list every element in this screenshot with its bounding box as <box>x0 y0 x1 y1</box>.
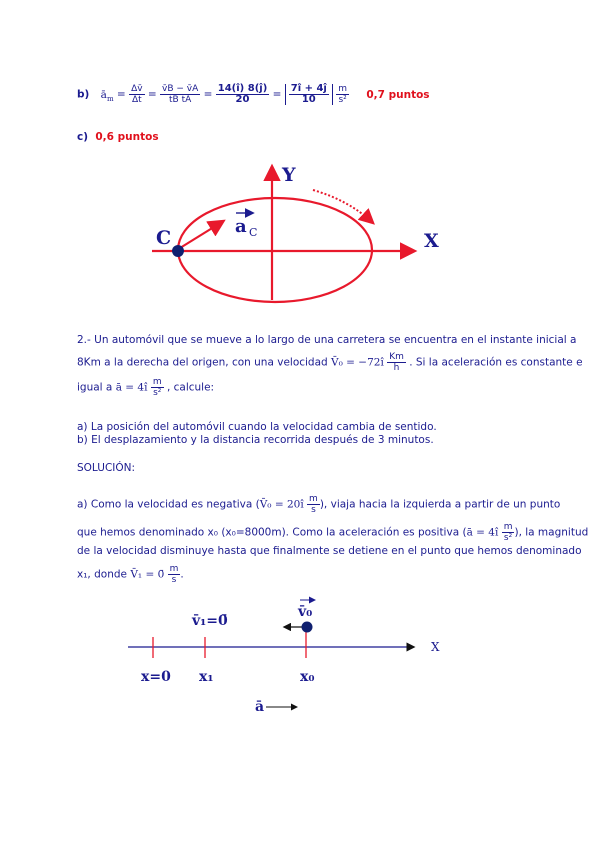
solution-p2 <box>77 522 588 543</box>
p2-ms2-den: s² <box>153 388 162 398</box>
point-c-dot <box>172 245 184 257</box>
part-b-points: 0,7 puntos <box>366 88 430 101</box>
v0-label: v̄₀ <box>298 604 313 620</box>
sol-p4-num: m <box>169 564 179 574</box>
sol-v0-eq: V̄₀ = 20î <box>259 498 304 511</box>
lhs-symbol: ā <box>100 88 107 101</box>
problem2-item-b: b) El desplazamiento y la distancia recorrida después de 3 minutos. <box>77 434 434 446</box>
part-c-label: c) <box>77 131 89 143</box>
x-zero-label: x=0 <box>141 669 171 685</box>
problem2-line3 <box>77 377 214 398</box>
sol-v1-eq: V̄₁ = 0̄ <box>130 568 165 581</box>
v1-label: v̄₁=0̄ <box>192 613 228 629</box>
accel-label: a <box>235 216 247 237</box>
x0-label: x₀ <box>300 669 315 685</box>
p2-ms2-unit <box>151 377 164 398</box>
p2-line2-post: . Si la aceleración es constante e <box>409 356 583 369</box>
sol-p1-pre: a) Como la velocidad es negativa ( <box>77 498 260 511</box>
sol-p2-pre: que hemos denominado x₀ (x₀=8000m). Como la aceleración es positiva ( <box>77 526 467 539</box>
solution-p1 <box>77 494 560 515</box>
p2-line2-pre: 8Km a la derecha del origen, con una velocidad <box>77 356 332 369</box>
line-x-axis-label: X <box>431 640 440 654</box>
sol-ms2-num: m <box>503 522 513 532</box>
p2-ms2-num: m <box>152 377 162 387</box>
frac2-den: tB tA <box>169 95 192 105</box>
sol-ms-unit <box>307 494 320 515</box>
p2-kmh-den: h <box>393 363 400 373</box>
p2-line3-pre: igual a <box>77 381 116 394</box>
sol-ms2-unit <box>502 522 515 543</box>
frac3-num: 14(î) 8(ĵ) <box>217 83 268 94</box>
sol-p4-post: . <box>180 568 184 581</box>
p2-kmh-unit <box>387 352 406 373</box>
sol-ms2-den: s² <box>503 533 513 543</box>
part-b-label: b) <box>77 88 90 101</box>
bracket-den: 10 <box>301 94 316 105</box>
part-b-equation: b) $ā_m$ = $\frac{\Delta v̄}{\Delta t}$ = $\frac{v̄B - v̄A}{\text{tB tA}}$ = $\frac{14(î) 8(ĵ)}{20}$ = $\frac{7î + 4ĵ}{10}$ $\frac{m}{\text{s²}}$ 0,7 puntos <box>77 83 430 105</box>
accel-line-label: ā <box>255 699 265 715</box>
solution-p3: de la velocidad disminuye hasta que finalmente se detiene en el punto que hemos denominado <box>77 545 582 557</box>
problem2-item-a: a) La posición del automóvil cuando la velocidad cambia de sentido. <box>77 421 437 433</box>
lhs-sub: m <box>106 94 114 103</box>
problem2-line2 <box>77 352 583 373</box>
sol-ms-num: m <box>309 494 318 504</box>
part-c-points: 0,6 puntos <box>95 131 159 143</box>
accel-label-sub: C <box>249 226 258 239</box>
p2-line3-post: , calcule: <box>166 381 215 394</box>
frac1-den: Δt <box>131 95 142 105</box>
accel-vector-arrow <box>180 222 222 248</box>
sol-p1-post: ), viaja hacia la izquierda a partir de un punto <box>319 498 561 511</box>
sol-accel-eq: ā = 4î <box>466 526 499 539</box>
motion-direction-arrow <box>313 190 372 222</box>
unit-den: s² <box>338 95 347 105</box>
y-axis-label: Y <box>282 164 296 186</box>
x-axis-label: X <box>424 230 439 252</box>
p2-accel-eq: ā = 4î <box>115 381 148 394</box>
sol-p4-den: s <box>171 575 177 585</box>
bracket-num: 7î + 4ĵ <box>290 83 327 94</box>
solution-heading: SOLUCIÓN: <box>77 462 136 474</box>
p2-kmh-num: Km <box>389 352 404 362</box>
point-c-label: C <box>156 227 172 249</box>
car-ball <box>302 622 313 633</box>
unit-num: m <box>338 84 347 94</box>
problem2-line1: 2.- Un automóvil que se mueve a lo largo de una carretera se encuentra en el instante inicial a <box>77 334 577 346</box>
sol-ms-den: s <box>311 505 316 515</box>
p2-v0-eq: V̄₀ = −72î <box>331 356 384 369</box>
sol-p4-pre: x₁, donde <box>77 568 131 581</box>
frac3-den: 20 <box>235 94 250 105</box>
sol-p4-unit <box>168 564 184 585</box>
frac2-num: v̄B − v̄A <box>162 84 199 94</box>
frac1-num: Δv̄ <box>131 84 143 94</box>
x1-label: x₁ <box>199 669 214 685</box>
solution-p4 <box>77 564 184 585</box>
sol-p2-post: ), la magnitud <box>514 526 589 539</box>
